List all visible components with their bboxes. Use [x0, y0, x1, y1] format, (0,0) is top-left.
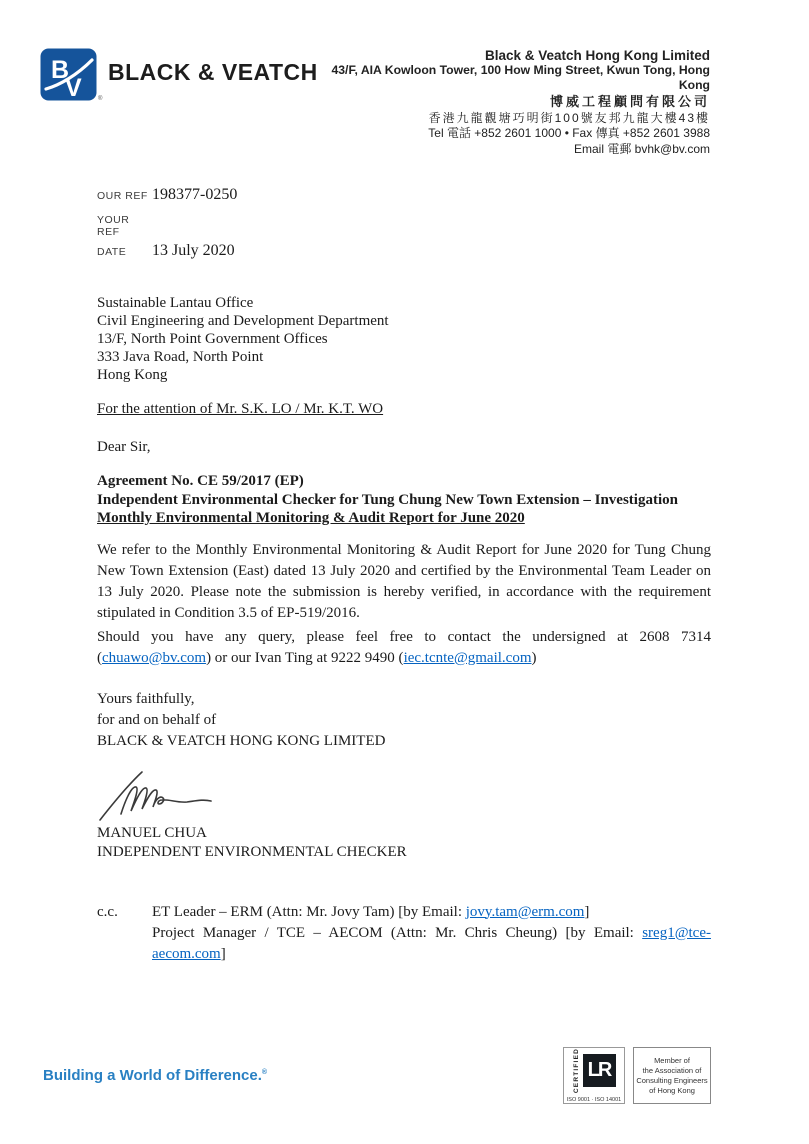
logo-registered-mark: ®	[98, 96, 103, 102]
member-badge-line: Member of	[654, 1055, 690, 1065]
our-ref-label: OUR REF	[97, 190, 148, 202]
company-name-en: Black & Veatch Hong Kong Limited	[484, 48, 710, 63]
closing-company-name: BLACK & VEATCH HONG KONG LIMITED	[97, 732, 386, 749]
tagline-registered-mark: ®	[261, 1069, 268, 1076]
company-tagline	[43, 1067, 267, 1084]
recipient-line: Hong Kong	[97, 367, 168, 383]
date-row	[97, 242, 711, 270]
subject-block	[97, 472, 711, 528]
cc-list	[152, 902, 711, 965]
cc-block	[97, 902, 711, 965]
chuawo-email-link[interactable]: chuawo@bv.com	[102, 649, 207, 666]
recipient-line: Sustainable Lantau Office	[97, 295, 254, 311]
black-and-veatch-logo-icon	[40, 48, 97, 101]
closing-yours-faithfully: Yours faithfully,	[97, 690, 195, 707]
lr-certified-badge	[563, 1047, 625, 1104]
closing-on-behalf-of: for and on behalf of	[97, 711, 217, 728]
signature-icon	[97, 768, 217, 822]
brand-logo-group	[40, 48, 318, 157]
signatory-block	[97, 824, 711, 862]
company-address-en: 43/F, AIA Kowloon Tower, 100 How Ming Street, Kwun Tong, Hong Kong	[331, 63, 710, 92]
letterhead	[40, 48, 710, 157]
body-paragraph-1: We refer to the Monthly Environmental Monitoring & Audit Report for June 2020 for Tung Chung New Town Extension (East) dated 13 July 2020 and certified by the Environmental Team Leader on 13 July 2020. Please note the submission is hereby verified, in accordance with the requirement stipulated in Condition 3.5 of EP-519/2016.	[97, 541, 711, 621]
brand-wordmark: BLACK & VEATCH	[108, 59, 318, 85]
our-ref-row	[97, 186, 711, 214]
recipient-address	[97, 294, 711, 384]
iec-tcnte-email-link[interactable]: iec.tcnte@gmail.com	[403, 649, 532, 666]
svg-text:B: B	[51, 56, 70, 84]
attention-line: For the attention of Mr. S.K. LO / Mr. K.T. WO	[97, 401, 384, 417]
paragraph-2-text: Should you have any query, please feel free to contact the undersigned at 2608 7314 (	[97, 628, 711, 666]
ace-hk-member-badge	[633, 1047, 711, 1104]
cc-item-text: ET Leader – ERM (Attn: Mr. Jovy Tam) [by Email:	[152, 903, 466, 920]
svg-text:V: V	[65, 74, 82, 101]
letter-content	[97, 186, 711, 965]
member-badge-line: Consulting Engineers	[636, 1075, 708, 1085]
company-email: Email 電郵 bvhk@bv.com	[574, 141, 710, 156]
handwritten-signature	[97, 768, 711, 822]
your-ref-row	[97, 214, 711, 242]
company-address-zh: 香港九龍觀塘巧明街100號友邦九龍大樓43樓	[428, 111, 710, 125]
lr-badge-main	[573, 1048, 616, 1093]
jovy-tam-email-link[interactable]: jovy.tam@erm.com	[465, 903, 585, 920]
recipient-line: Civil Engineering and Development Department	[97, 313, 389, 329]
cc-item-text: ]	[220, 945, 226, 962]
cc-label: c.c.	[97, 903, 118, 920]
lr-certified-label: CERTIFIED	[572, 1048, 580, 1094]
closing-block	[97, 689, 711, 752]
cc-item-text: Project Manager / TCE – AECOM (Attn: Mr. Chris Cheung) [by Email:	[152, 924, 643, 941]
subject-project-title: Independent Environmental Checker for Tung Chung New Town Extension – Investigation	[97, 491, 678, 508]
signatory-name: MANUEL CHUA	[97, 824, 207, 841]
recipient-line: 333 Java Road, North Point	[97, 349, 264, 365]
signatory-title: INDEPENDENT ENVIRONMENTAL CHECKER	[97, 843, 407, 860]
lr-monogram-icon: LR	[583, 1054, 616, 1087]
cc-item-et-leader	[152, 902, 711, 923]
date-label: DATE	[97, 246, 127, 258]
member-badge-line: the Association of	[642, 1065, 702, 1075]
date-value: 13 July 2020	[152, 242, 235, 259]
tagline-text: Building a World of Difference.	[43, 1067, 262, 1084]
lr-iso-label: ISO 9001 · ISO 14001	[566, 1096, 622, 1103]
your-ref-label: YOUR REF	[97, 214, 130, 238]
company-name-zh: 博威工程顧問有限公司	[549, 94, 710, 109]
cc-item-text: ]	[584, 903, 590, 920]
body-paragraph-2	[97, 627, 711, 669]
paragraph-2-text: )	[531, 649, 537, 666]
cc-item-project-manager	[152, 923, 711, 965]
salutation: Dear Sir,	[97, 439, 151, 455]
member-badge-line: of Hong Kong	[649, 1085, 695, 1095]
company-contact-block	[318, 48, 710, 157]
paragraph-2-text: ) or our Ivan Ting at 9222 9490 (	[206, 649, 404, 666]
subject-agreement-no: Agreement No. CE 59/2017 (EP)	[97, 473, 304, 489]
company-tel-fax: Tel 電話 +852 2601 1000 • Fax 傳真 +852 2601 3988	[428, 126, 710, 140]
recipient-line: 13/F, North Point Government Offices	[97, 331, 328, 347]
sreg1-email-link[interactable]: sreg1@tce-aecom.com	[152, 924, 711, 962]
subject-report-title: Monthly Environmental Monitoring & Audit Report for June 2020	[97, 510, 525, 526]
our-ref-value: 198377-0250	[152, 186, 238, 203]
